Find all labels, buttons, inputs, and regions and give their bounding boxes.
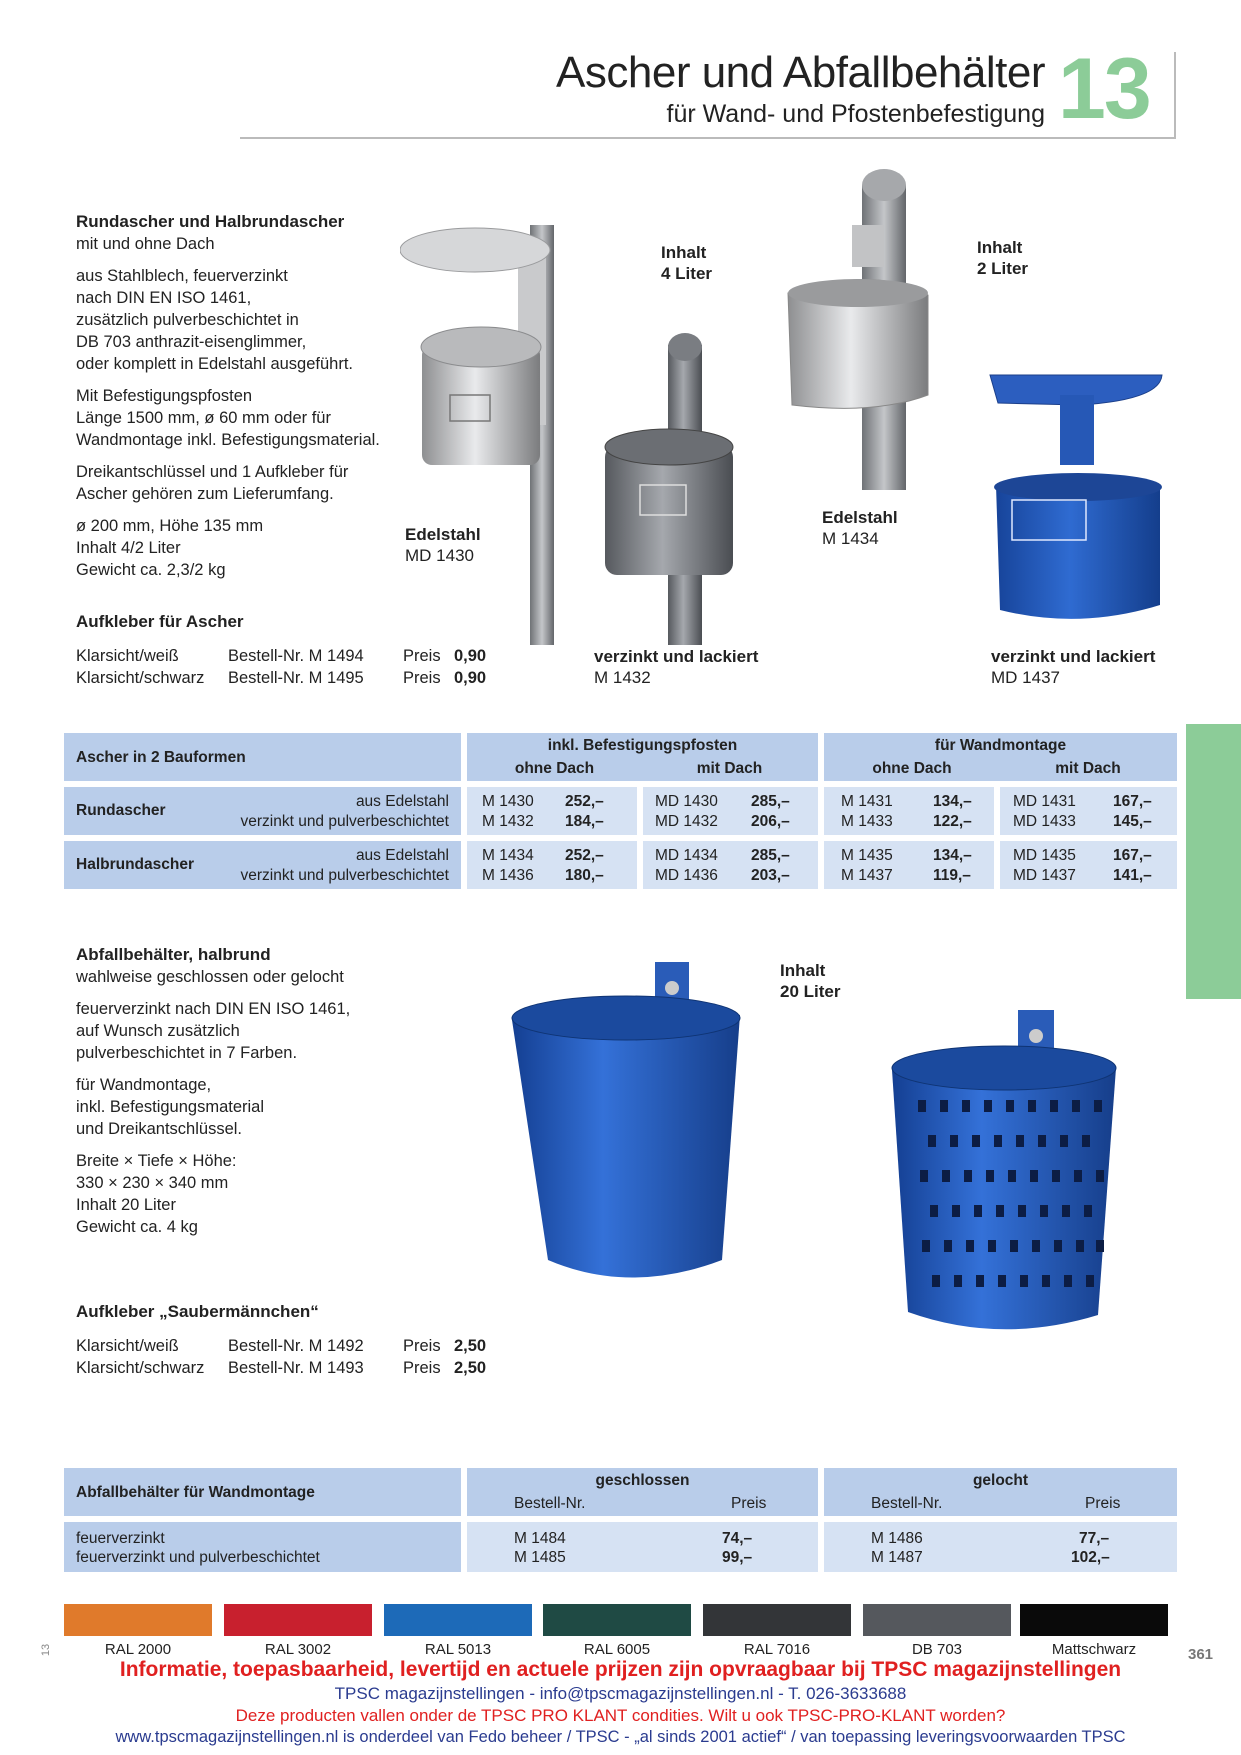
section2-heading: Abfallbehälter, halbrund (76, 945, 271, 964)
footer-website-line: www.tpscmagazijnstellingen.nl is onderdeel van Fedo beheer / TPSC - „al sinds 2001 actief“ / van toepassing leveringsvoorwaarden TPSC (115, 1728, 1126, 1746)
header-rule (240, 137, 1176, 139)
table2-group-perforated: gelocht Bestell-Nr. Preis (824, 1468, 1177, 1516)
waste-bin-illustrations (500, 960, 1140, 1350)
color-swatch-label: RAL 3002 (264, 1641, 332, 1658)
section2-para3: Breite × Tiefe × Höhe: 330 × 230 × 340 mm Inhalt 20 Liter Gewicht ca. 4 kg (76, 1152, 237, 1236)
ashtray-m1432-image (605, 333, 733, 645)
color-swatch-label: RAL 5013 (424, 1641, 492, 1658)
color-swatch (863, 1604, 1011, 1636)
bin-closed-image (512, 962, 740, 1278)
table-row: Halbrundascher aus Edelstahl verzinkt und pulverbeschichtet (64, 841, 461, 889)
color-swatch (384, 1604, 532, 1636)
table2-group-closed: geschlossen Bestell-Nr. Preis (467, 1468, 818, 1516)
table1-title-cell: Ascher in 2 Bauformen (64, 733, 461, 781)
waste-bin-price-table (64, 1468, 1177, 1578)
section1-para4: ø 200 mm, Höhe 135 mm Inhalt 4/2 Liter Gewicht ca. 2,3/2 kg (76, 517, 264, 579)
section2-text (76, 944, 416, 1248)
table-cell: M 1430 252,– M 1432 184,– (467, 787, 637, 835)
section1-para1: aus Stahlblech, feuerverzinkt nach DIN EN ISO 1461, zusätzlich pulverbeschichtet in DB 703 anthrazit-eisenglimmer, oder komplett in Edelstahl ausgeführt. (76, 267, 353, 373)
table-cell: M 1434 252,– M 1436 180,– (467, 841, 637, 889)
capacity-4l-label: Inhalt 4 Liter (661, 243, 713, 283)
bin-perforated-image (892, 1010, 1116, 1329)
color-swatch-label: RAL 7016 (743, 1641, 811, 1658)
section1-text (76, 211, 416, 591)
table-cell: M 1484 74,– M 1485 99,– (467, 1522, 818, 1572)
section2-para1: feuerverzinkt nach DIN EN ISO 1461, auf Wunsch zusätzlich pulverbeschichtet in 7 Farben. (76, 1000, 351, 1062)
color-swatch-label: RAL 2000 (104, 1641, 172, 1658)
section1-subheading: mit und ohne Dach (76, 235, 215, 253)
page-subtitle: für Wand- und Pfostenbefestigung (666, 100, 1045, 128)
footer-info-line: Informatie, toepasbaarheid, levertijd en actuele prijzen zijn opvraagbaar bij TPSC magazijnstellingen (119, 1658, 1122, 1681)
table-cell: M 1431 134,– M 1433 122,– (824, 787, 994, 835)
footer-pro-line: Deze producten vallen onder de TPSC PRO KLANT condities. Wilt u ook TPSC-PRO-KLANT worden? (235, 1706, 1006, 1725)
page-number: 361 (1188, 1646, 1214, 1663)
color-swatch (224, 1604, 372, 1636)
table-cell: MD 1435 167,– MD 1437 141,– (1000, 841, 1177, 889)
table-cell: MD 1431 167,– MD 1433 145,– (1000, 787, 1177, 835)
product-m1432-label: verzinkt und lackiert M 1432 (594, 647, 759, 687)
side-page-marker: 13 (40, 1643, 53, 1657)
color-swatch (703, 1604, 851, 1636)
section1-para2: Mit Befestigungspfosten Länge 1500 mm, ø 60 mm oder für Wandmontage inkl. Befestigungsmaterial. (76, 387, 380, 449)
table-cell: M 1435 134,– M 1437 119,– (824, 841, 994, 889)
section1-para3: Dreikantschlüssel und 1 Aufkleber für Ascher gehören zum Lieferumfang. (76, 463, 349, 503)
section2-subheading: wahlweise geschlossen oder gelocht (76, 968, 344, 986)
ashtray-illustrations (400, 165, 1200, 645)
product-md1430-label: Edelstahl MD 1430 (405, 525, 481, 565)
section2-para2: für Wandmontage, inkl. Befestigungsmaterial und Dreikantschlüssel. (76, 1076, 265, 1138)
table2-title-cell: Abfallbehälter für Wandmontage (64, 1468, 461, 1516)
chapter-side-tab (1186, 724, 1241, 999)
capacity-2l-label: Inhalt 2 Liter (977, 238, 1029, 278)
table-cell: MD 1430 285,– MD 1432 206,– (643, 787, 818, 835)
table-row: Rundascher aus Edelstahl verzinkt und pulverbeschichtet (64, 787, 461, 835)
footer-contact-line: TPSC magazijnstellingen - info@tpscmagazijnstellingen.nl - T. 026-3633688 (334, 1684, 907, 1703)
table-row: feuerverzinkt feuerverzinkt und pulverbeschichtet (64, 1522, 461, 1572)
capacity-20l-label: Inhalt 20 Liter (780, 961, 841, 1001)
table-cell: M 1486 77,– M 1487 102,– (824, 1522, 1177, 1572)
color-swatch (543, 1604, 691, 1636)
ashtray-price-table (64, 733, 1177, 891)
header-vertical-rule (1174, 52, 1176, 138)
ashtray-md1437-image (990, 375, 1162, 619)
ashtray-m1434-image (788, 169, 928, 490)
section1-heading: Rundascher und Halbrundascher (76, 212, 345, 231)
table1-group-posts: inkl. Befestigungspfosten ohne Dach mit Dach (467, 733, 818, 781)
chapter-number: 13 (1058, 41, 1150, 137)
sticker1-heading: Aufkleber für Ascher (76, 612, 244, 631)
ashtray-md1430-image (400, 225, 554, 645)
page-title: Ascher und Abfallbehälter (556, 48, 1045, 97)
product-m1434-label: Edelstahl M 1434 (822, 508, 898, 548)
color-swatch-label: RAL 6005 (583, 1641, 651, 1658)
sticker2-heading: Aufkleber „Saubermännchen“ (76, 1302, 319, 1321)
table1-group-wall: für Wandmontage ohne Dach mit Dach (824, 733, 1177, 781)
product-md1437-label: verzinkt und lackiert MD 1437 (991, 647, 1156, 687)
color-swatch-label: DB 703 (911, 1641, 963, 1658)
color-swatch (64, 1604, 212, 1636)
color-swatch-label: Mattschwarz (1051, 1641, 1137, 1658)
color-swatch (1020, 1604, 1168, 1636)
table-cell: MD 1434 285,– MD 1436 203,– (643, 841, 818, 889)
